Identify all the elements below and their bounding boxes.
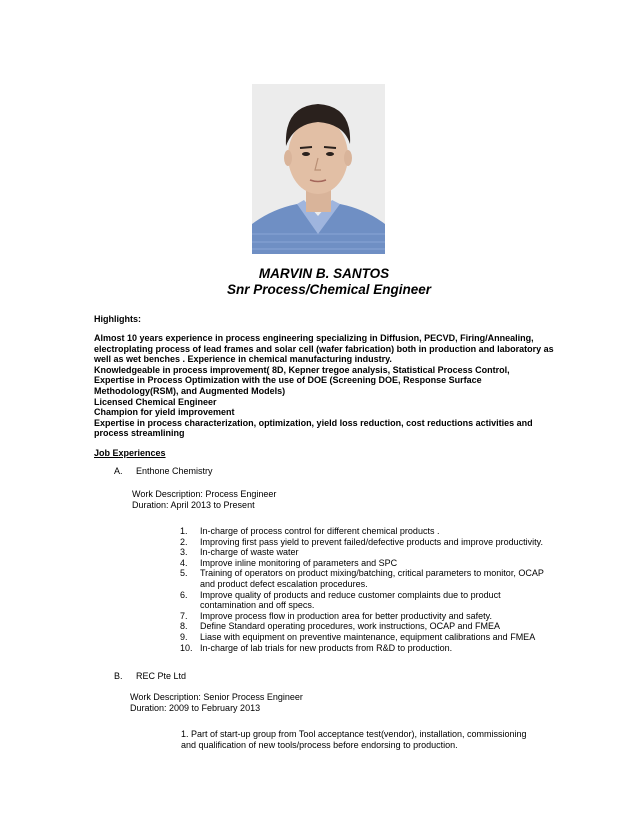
job-experiences-heading: Job Experiences (94, 448, 166, 458)
highlight-item: Expertise in Process Optimization with the use of DOE (Screening DOE, Response Surface Methodology(RSM), and Augmented Models) (94, 375, 482, 396)
list-item: 3. In-charge of waste water (180, 547, 299, 558)
highlight-item: Knowledgeable in process improvement( 8D, Kepner tregoe analysis, Statistical Process Control, (94, 364, 510, 375)
list-item: 4. Improve inline monitoring of parameters and SPC (180, 557, 398, 568)
list-item: 5. Training of operators on product mixing/batching, critical parameters to monitor, OCAP and product defect escalation procedures. (180, 568, 544, 589)
list-item: 7. Improve process flow in production area for better productivity and safety. (180, 610, 492, 621)
highlight-item: Champion for yield improvement (94, 407, 235, 418)
job-a-meta (132, 489, 276, 510)
highlight-item: Licensed Chemical Engineer (94, 396, 217, 407)
job-a-letter: A. (114, 466, 123, 476)
profile-photo (252, 84, 385, 254)
list-item: 8. Define Standard operating procedures, work instructions, OCAP and FMEA (180, 621, 500, 632)
job-b-meta (130, 692, 303, 713)
job-a-description: Work Description: Process Engineer (132, 489, 277, 499)
highlight-item: Expertise in process characterization, optimization, yield loss reduction, cost reductions activities and process streamlining (94, 417, 533, 439)
job-a-company (114, 466, 213, 476)
highlights-heading: Highlights: (94, 314, 141, 324)
list-item: 1. In-charge of process control for different chemical products . (180, 526, 440, 536)
list-item: 10. In-charge of lab trials for new products from R&D to production. (180, 642, 453, 653)
job-b-company (114, 671, 186, 681)
job-b-description: Work Description: Senior Process Engineer (130, 692, 303, 702)
candidate-name: MARVIN B. SANTOS (258, 266, 390, 281)
job-a-duties (180, 526, 545, 653)
job-b-first-duty: 1. Part of start-up group from Tool acceptance test(vendor), installation, commissioning and qualification of new tools/process before endorsing to production. (181, 729, 527, 750)
highlights-body (94, 333, 554, 439)
job-a-duration: Duration: April 2013 to Present (132, 499, 255, 510)
list-item: 9. Liase with equipment on preventive maintenance, equipment calibrations and FMEA (180, 631, 536, 642)
highlights-paragraph: Almost 10 years experience in process engineering specializing in Diffusion, PECVD, Firing/Annealing, electroplating process of lead frames and solar cell (wafer fabrication) both in production and laboratory as well as wet benches . Experience in chemical manufacturing industry. (94, 333, 554, 365)
job-b-letter: B. (114, 671, 123, 681)
candidate-role: Snr Process/Chemical Engineer (226, 282, 432, 297)
job-a-company-name: Enthone Chemistry (136, 466, 213, 476)
job-b-duration: Duration: 2009 to February 2013 (130, 702, 261, 713)
list-item: 6. Improve quality of products and reduce customer complaints due to product contamination and off specs. (180, 589, 501, 611)
list-item: 2. Improving first pass yield to prevent failed/defective products and improve productivity. (180, 536, 543, 547)
job-b-company-name: REC Pte Ltd (136, 671, 187, 681)
